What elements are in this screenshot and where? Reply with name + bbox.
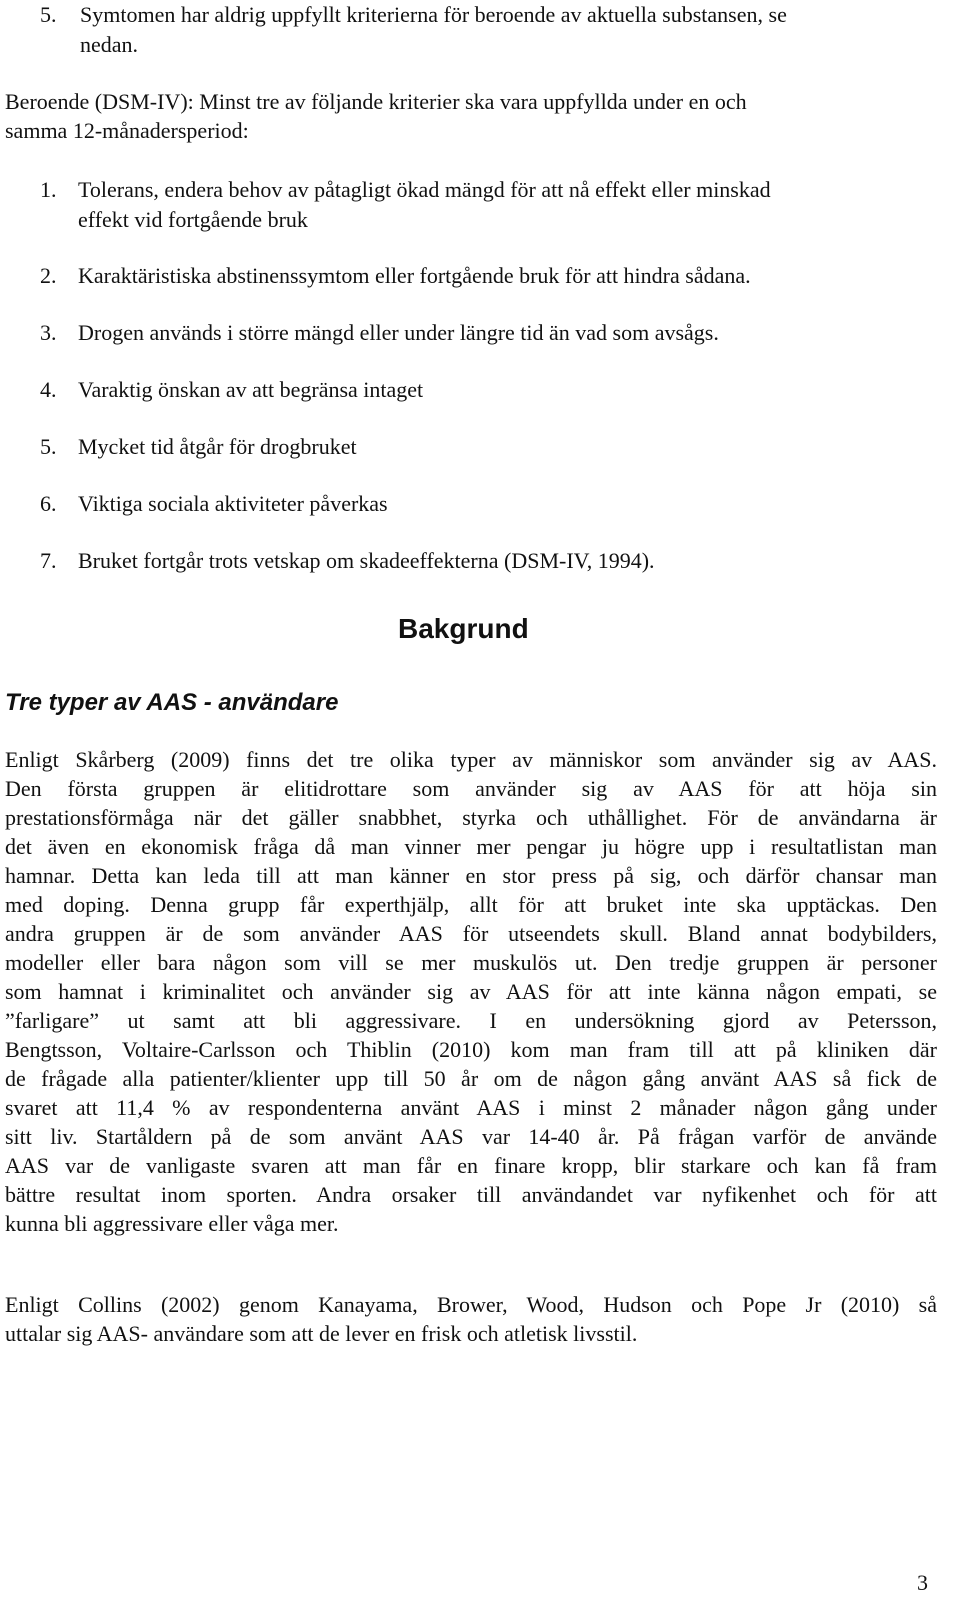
paragraph-line: som hamnat i kriminalitet och använder sig av AAS för att inte känna någon empati, se	[5, 979, 937, 1004]
paragraph-line: det även en ekonomisk fråga då man vinner mer pengar ju högre upp i resultatlistan man	[5, 834, 937, 859]
paragraph-line: andra gruppen är de som använder AAS för utseendets skull. Bland annat bodybilders,	[5, 921, 937, 946]
list-item-text: Symtomen har aldrig uppfyllt kriterierna för beroende av aktuella substansen, se	[80, 2, 787, 27]
criterion-number: 5.	[40, 434, 57, 459]
paragraph-line: uttalar sig AAS- användare som att de lever en frisk och atletisk livsstil.	[5, 1321, 638, 1346]
criterion-text: Viktiga sociala aktiviteter påverkas	[78, 491, 388, 516]
criterion-text: Varaktig önskan av att begränsa intaget	[78, 377, 424, 402]
paragraph-line: kunna bli aggressivare eller våga mer.	[5, 1211, 339, 1236]
paragraph-line: de frågade alla patienter/klienter upp till 50 år om de någon gång använt AAS så fick de	[5, 1066, 937, 1091]
paragraph-line: Den första gruppen är elitidrottare som använder sig av AAS för att höja sin	[5, 776, 937, 801]
paragraph-line: Bengtsson, Voltaire-Carlsson och Thiblin (2010) kom man fram till att på kliniken där	[5, 1037, 937, 1062]
dependence-intro-line: Beroende (DSM-IV): Minst tre av följande kriterier ska vara uppfyllda under en och	[5, 89, 747, 114]
body-paragraph	[5, 745, 937, 1238]
paragraph-line: prestationsförmåga när det gäller snabbhet, styrka och uthållighet. För de användarna är	[5, 805, 937, 830]
paragraph-line: svaret att 11,4 % av respondenterna använt AAS i minst 2 månader någon gång under	[5, 1095, 937, 1120]
paragraph-line: ”farligare” ut samt att bli aggressivare. I en undersökning gjord av Petersson,	[5, 1008, 937, 1033]
paragraph-line: Enligt Skårberg (2009) finns det tre olika typer av människor som använder sig av AAS.	[5, 747, 937, 772]
dependence-intro-line: samma 12-månadersperiod:	[5, 118, 249, 143]
criterion-number: 6.	[40, 491, 57, 516]
criterion-text: Bruket fortgår trots vetskap om skadeeffekterna (DSM-IV, 1994).	[78, 548, 655, 573]
list-item-text: nedan.	[80, 32, 139, 57]
paragraph-line: med doping. Denna grupp får experthjälp, allt för att bruket inte ska upptäckas. Den	[5, 892, 937, 917]
criterion-text: Mycket tid åtgår för drogbruket	[78, 434, 357, 459]
subsection-heading: Tre typer av AAS - användare	[5, 689, 339, 716]
criterion-number: 3.	[40, 320, 57, 345]
criterion-number: 1.	[40, 177, 57, 202]
paragraph-line: modeller eller bara någon som vill se mer muskulös ut. Den tredje gruppen är personer	[5, 950, 937, 975]
criterion-text: Drogen används i större mängd eller under längre tid än vad som avsågs.	[78, 320, 719, 345]
paragraph-line: Enligt Collins (2002) genom Kanayama, Brower, Wood, Hudson och Pope Jr (2010) så	[5, 1292, 937, 1317]
criterion-number: 4.	[40, 377, 57, 402]
criterion-text: Tolerans, endera behov av påtagligt ökad mängd för att nå effekt eller minskad	[78, 177, 771, 202]
paragraph-line: sitt liv. Startåldern på de som använt AAS var 14-40 år. På frågan varför de använde	[5, 1124, 937, 1149]
body-paragraph	[5, 1290, 937, 1348]
paragraph-line: AAS var de vanligaste svaren att man får en finare kropp, blir starkare och kan få fram	[5, 1153, 937, 1178]
section-heading: Bakgrund	[398, 613, 529, 644]
criterion-number: 7.	[40, 548, 57, 573]
paragraph-line: bättre resultat inom sporten. Andra orsaker till användandet var nyfikenhet och för att	[5, 1182, 937, 1207]
criterion-text: Karaktäristiska abstinenssymtom eller fortgående bruk för att hindra sådana.	[78, 263, 751, 288]
list-number: 5.	[40, 2, 57, 27]
criterion-text: effekt vid fortgående bruk	[78, 207, 308, 232]
page-number: 3	[917, 1570, 928, 1595]
criterion-number: 2.	[40, 263, 57, 288]
paragraph-line: hamnar. Detta kan leda till att man känner en stor press på sig, och därför chansar man	[5, 863, 937, 888]
